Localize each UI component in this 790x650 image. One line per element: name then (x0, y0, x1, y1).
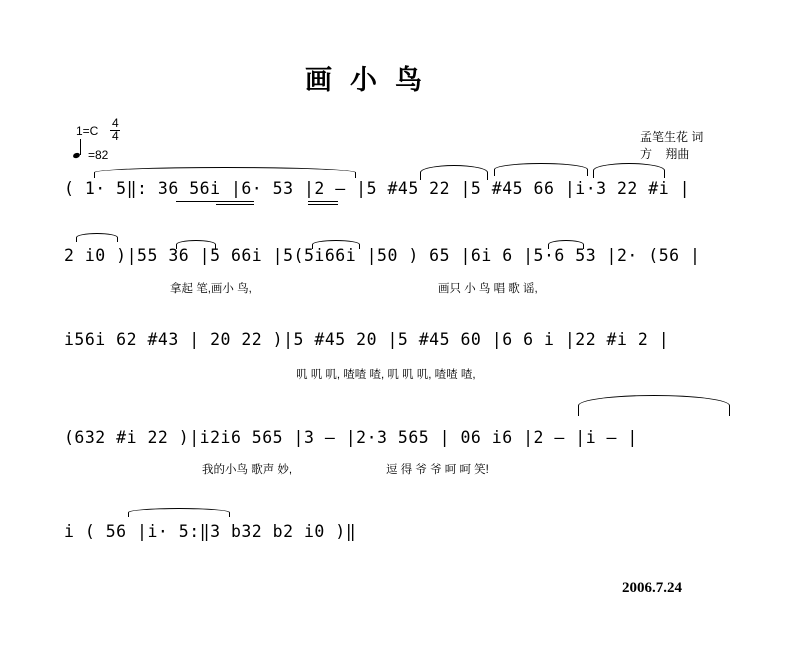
time-signature-bottom: 4 (112, 129, 119, 143)
lyric-line-2a: 拿起 笔,画小 鸟, (170, 283, 252, 295)
notation-line-3: i56i 62 #43 | 20 22 )|5 #45 20 |5 #45 60 |6 6 i |22 #i 2 | (64, 330, 670, 349)
time-signature-top: 4 (112, 116, 119, 130)
beam (176, 201, 216, 202)
lyric-line-3: 叽 叽 叽, 喳喳 喳, 叽 叽 叽, 喳喳 喳, (296, 369, 476, 381)
composer-credit: 方 翔曲 (640, 147, 690, 161)
beam (216, 201, 254, 202)
date-stamp: 2006.7.24 (622, 580, 682, 596)
phrase-slur (94, 167, 356, 178)
phrase-slur (420, 165, 488, 180)
notation-line-4: (632 #i 22 )|i2i6 565 |3 – |2·3 565 | 06 i6 |2 – |i – | (64, 428, 638, 447)
lyric-line-4b: 逗 得 爷 爷 呵 呵 笑! (386, 464, 489, 476)
phrase-slur (578, 395, 730, 416)
phrase-slur (494, 163, 588, 176)
beam (308, 201, 338, 202)
lyric-line-2b: 画只 小 鸟 唱 歌 谣, (438, 283, 538, 295)
notation-line-1: ( 1· 5‖: 36 56i |6· 53 |2 – |5 #45 22 |5 #45 66 |i·3 22 #i | (64, 179, 691, 198)
beam (308, 204, 338, 205)
quarter-note-stem (80, 139, 81, 155)
phrase-slur (76, 233, 118, 242)
notation-line-2: 2 i0 )|55 36 |5 66i |5(5i66i |50 ) 65 |6i 6 |5·6 53 |2· (56 | (64, 246, 701, 265)
lyric-line-4a: 我的小鸟 歌声 妙, (202, 464, 293, 476)
beam (216, 204, 254, 205)
phrase-slur (593, 163, 665, 178)
page-title: 画小鸟 (305, 65, 440, 96)
tempo-marking: =82 (88, 148, 109, 162)
phrase-slur (128, 508, 230, 517)
key-signature: 1=C (76, 124, 99, 138)
notation-line-5: i ( 56 |i· 5:‖3 b32 b2 i0 )‖ (64, 522, 357, 541)
lyricist-credit: 孟笔生花 词 (640, 130, 704, 144)
